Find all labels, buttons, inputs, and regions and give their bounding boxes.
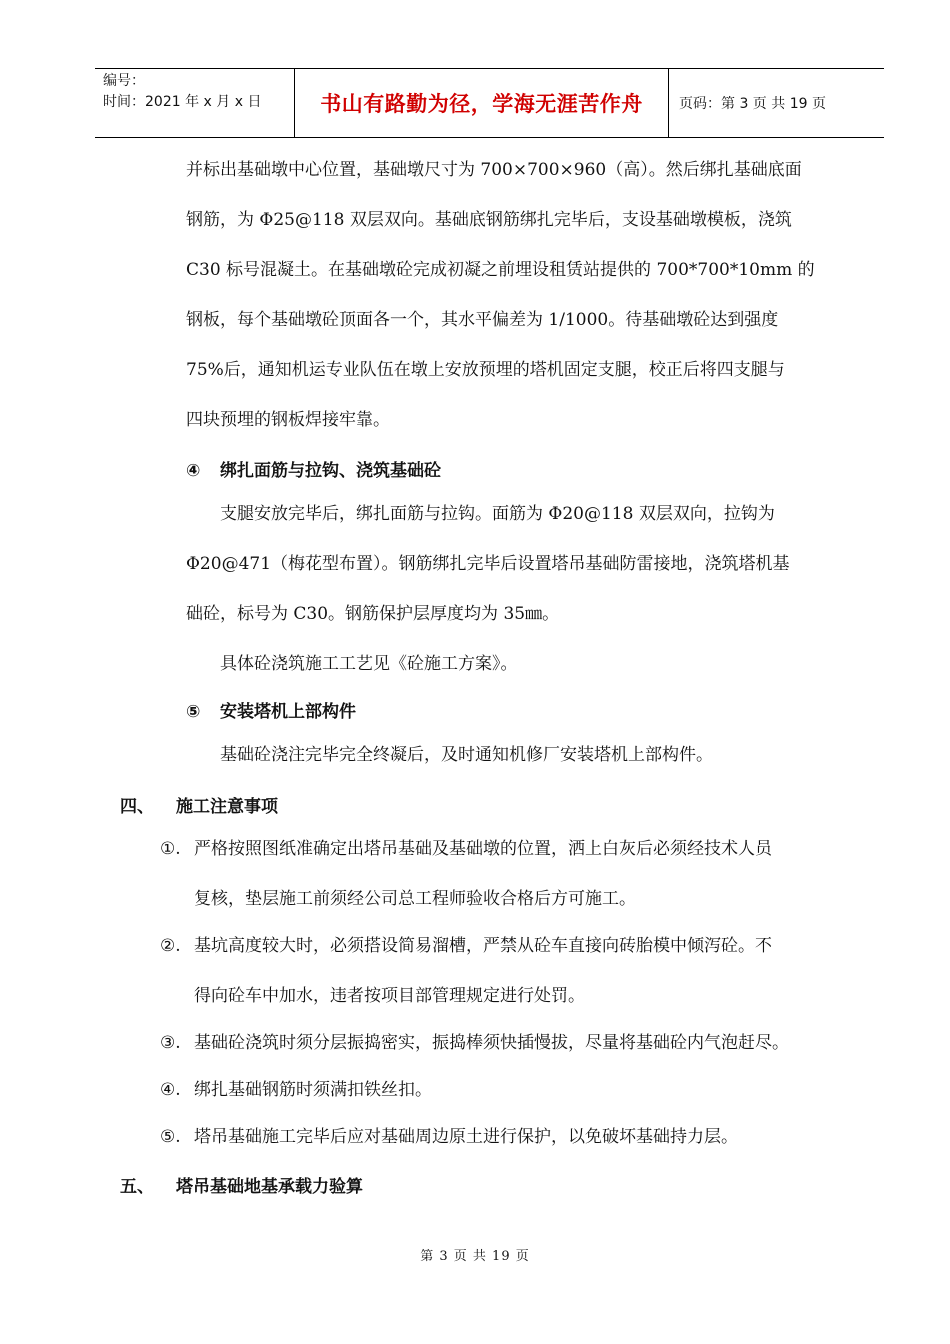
section5-number: 五、 [120,1177,154,1197]
time-label: 时间：2021 年 x 月 x 日 [103,94,262,110]
step5-number: ⑤ [186,702,201,722]
page-footer: 第 3 页 共 19 页 [420,1249,530,1264]
item-text: 基础砼浇筑时须分层振捣密实，振捣棒须快插慢拔，尽量将基础砼内气泡赶尽。 [194,1033,789,1053]
intro-line: C30 标号混凝土。在基础墩砼完成初凝之前埋设租赁站提供的 700*700*10mm 的 [186,260,815,280]
intro-line: 75%后，通知机运专业队伍在墩上安放预埋的塔机固定支腿，校正后将四支腿与 [186,360,785,380]
item-number: ⑤. [160,1127,181,1147]
step5-paragraph [220,730,860,780]
step5-line: 基础砼浇注完毕完全终凝后，及时通知机修厂安装塔机上部构件。 [220,745,713,765]
section4-title: 施工注意事项 [176,797,278,817]
step4-note: 具体砼浇筑施工工艺见《砼施工方案》。 [220,654,518,674]
item-number: ③. [160,1033,181,1053]
step5-title: 安装塔机上部构件 [220,702,356,722]
section4-heading [120,792,278,817]
section4-item [160,921,860,1021]
item-text: 绑扎基础钢筋时须满扣铁丝扣。 [194,1080,432,1100]
intro-line: 钢筋，为 Φ25@118 双层双向。基础底钢筋绑扎完毕后，支设基础墩模板，浇筑 [186,210,792,230]
code-label: 编号： [103,73,145,89]
section5-heading [120,1172,363,1197]
section4-number: 四、 [120,797,154,817]
step4-title: 绑扎面筋与拉钩、浇筑基础砼 [220,461,441,481]
item-text: 得向砼车中加水，违者按项目部管理规定进行处罚。 [194,986,585,1006]
step4-number: ④ [186,461,201,481]
item-number: ①. [160,839,181,859]
step4-line: Φ20@471（梅花型布置）。钢筋绑扎完毕后设置塔吊基础防雷接地，浇筑塔机基 [186,554,790,574]
item-number: ④. [160,1080,181,1100]
item-text: 复核，垫层施工前须经公司总工程师验收合格后方可施工。 [194,889,636,909]
item-text: 基坑高度较大时，必须搭设简易溜槽，严禁从砼车直接向砖胎模中倾泻砼。不 [194,936,772,956]
item-text: 严格按照图纸准确定出塔吊基础及基础墩的位置，洒上白灰后必须经技术人员 [194,839,772,859]
intro-paragraph [186,145,862,445]
intro-line: 并标出基础墩中心位置，基础墩尺寸为 700×700×960（高）。然后绑扎基础底面 [186,160,802,180]
header-motto: 书山有路勤为径，学海无涯苦作舟 [295,69,669,137]
header-meta [95,69,295,137]
header-page-info: 页码：第 3 页 共 19 页 [679,96,826,112]
step4-line: 础砼，标号为 C30。钢筋保护层厚度均为 35㎜。 [186,604,560,624]
item-text: 塔吊基础施工完毕后应对基础周边原土进行保护，以免破坏基础持力层。 [194,1127,738,1147]
item-number: ②. [160,936,181,956]
step4-heading [186,456,441,481]
section4-item [160,1112,860,1162]
step4-paragraph [186,489,862,689]
page-header [95,68,884,138]
section5-title: 塔吊基础地基承载力验算 [176,1177,363,1197]
section4-item [160,824,860,924]
step5-heading [186,697,356,722]
section4-item [160,1065,860,1115]
intro-line: 钢板，每个基础墩砼顶面各一个，其水平偏差为 1/1000。待基础墩砼达到强度 [186,310,779,330]
intro-line: 四块预埋的钢板焊接牢靠。 [186,410,390,430]
section4-item [160,1018,860,1068]
step4-line: 支腿安放完毕后，绑扎面筋与拉钩。面筋为 Φ20@118 双层双向，拉钩为 [220,504,775,524]
